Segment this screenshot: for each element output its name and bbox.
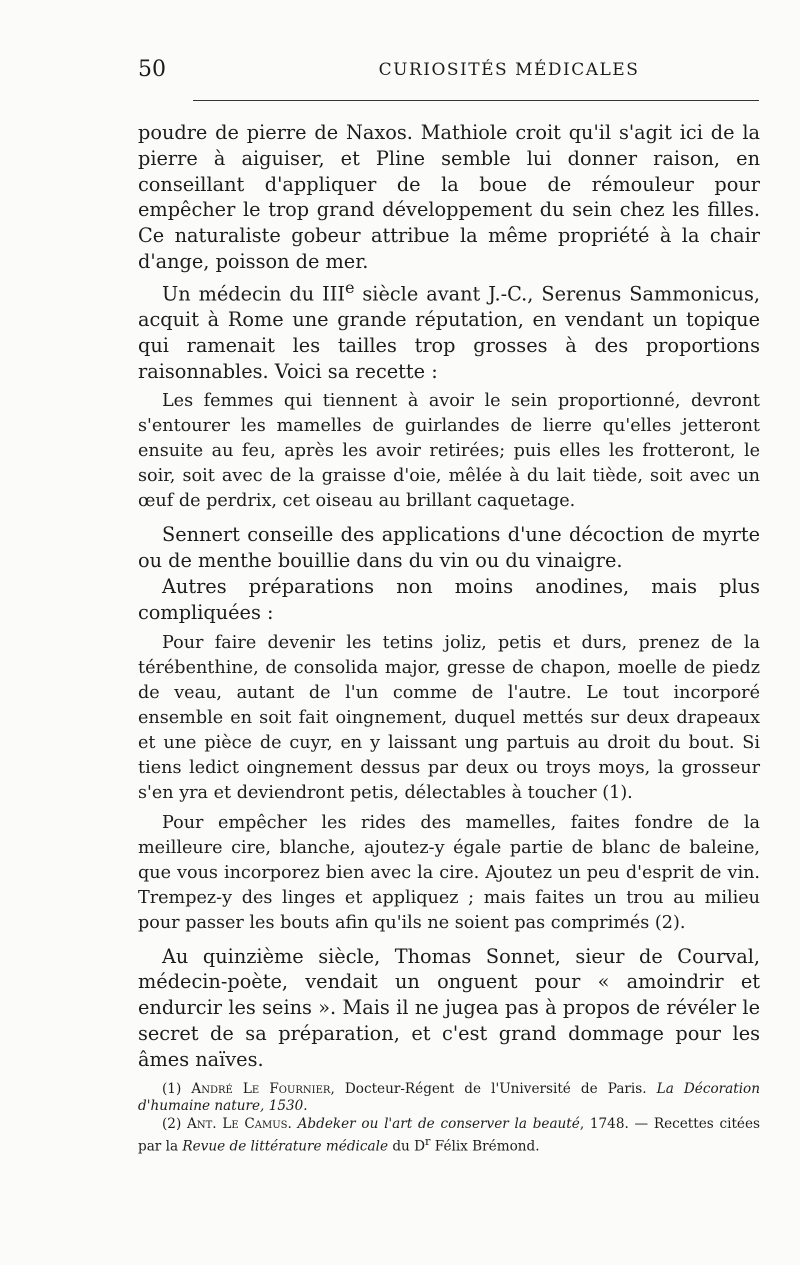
footnote-1-author: André Le Fournier bbox=[191, 1080, 331, 1097]
paragraph-serenus-start: Un médecin du III bbox=[162, 282, 345, 306]
footnote-2-end: du D bbox=[392, 1138, 426, 1155]
paragraph-sonnet: Au quinzième siècle, Thomas Sonnet, sieur de Courval, médecin-poète, vendait un onguent pour « amoindrir et endurcir les seins ». Mais il ne jugea pas à propos de révéler le secret de sa préparation, et c'est grand dommage pour les âmes naïves. bbox=[138, 944, 760, 1071]
paragraph-naxos: poudre de pierre de Naxos. Mathiole croit qu'il s'agit ici de la pierre à aiguiser, et Pline semble lui donner raison, en conseillant d'appliquer de la boue de rémouleur pour empêcher le trop grand développement du sein chez les filles. Ce naturaliste gobeur attribue la même propriété à la chair d'ange, poisson de mer. bbox=[138, 121, 760, 273]
century-superscript: e bbox=[344, 277, 355, 297]
quote-recipe-tetins: Pour faire devenir les tetins joliz, petis et durs, prenez de la térébenthine, de consolida major, gresse de chapon, moelle de piedz de veau, autant de l'un comme de l'autre. Le tout incorporé ensemble en soit fait oingnement, duquel mettés sur deux drapeaux et une pièce de cuyr, en y laissant ung partuis au droit du bout. Si tiens ledict oingnement dessus par deux ou troys moys, la grosseur s'en yra et deviendront petis, délectables à toucher (1). bbox=[138, 632, 760, 803]
footnote-1-affiliation: , Docteur-Régent de l'Université de Paris. bbox=[330, 1080, 647, 1097]
footnote-2-text: , 1748. — Recettes citées par la bbox=[138, 1115, 760, 1155]
footnote-1 bbox=[138, 1081, 760, 1116]
footnote-2-journal: Revue de littérature médicale bbox=[182, 1138, 388, 1155]
footnote-2-name: Félix Brémond. bbox=[430, 1138, 540, 1155]
paragraph-serenus bbox=[138, 275, 760, 385]
footnote-2 bbox=[138, 1116, 760, 1157]
paragraph-sennert: Sennert conseille des applications d'une décoction de myrte ou de menthe bouillie dans du vin ou du vinaigre. bbox=[138, 523, 760, 573]
quote-recipe-rides: Pour empêcher les rides des mamelles, faites fondre de la meilleure cire, blanche, ajoutez-y égale partie de blanc de baleine, que vous incorporez bien avec la cire. Ajoutez un peu d'esprit de vin. Trempez-y des linges et appliquez ; mais faites un trou au milieu pour passer les bouts afin qu'ils ne soient pas comprimés (2). bbox=[138, 812, 760, 933]
running-title: CURIOSITÉS MÉDICALES bbox=[378, 60, 640, 80]
footnote-1-title: La Décoration d'humaine nature bbox=[138, 1080, 761, 1115]
header-rule bbox=[193, 100, 759, 101]
paragraph-serenus-rest: siècle avant J.-C., Serenus Sammonicus, acquit à Rome une grande réputation, en vendant un topique qui ramenait les tailles trop grosses à des proportions raisonnables. Voici sa recette : bbox=[138, 282, 760, 383]
footnote-1-year: , 1530. bbox=[260, 1098, 308, 1115]
page-header bbox=[138, 58, 760, 82]
footnote-1-mark: (1) bbox=[162, 1080, 182, 1097]
footnote-2-mark: (2) bbox=[162, 1115, 182, 1132]
page-number: 50 bbox=[138, 57, 166, 82]
page-content bbox=[138, 120, 760, 1156]
footnote-2-author: Ant. Le Camus. bbox=[187, 1115, 292, 1132]
quote-recipe-lierre: Les femmes qui tiennent à avoir le sein proportionné, devront s'entourer les mamelles de guirlandes de lierre qu'elles jetteront ensuite au feu, après les avoir retirées; puis elles les frotteront, le soir, soit avec de la graisse d'oie, mêlée à du lait tiède, soit avec un œuf de perdrix, cet oiseau au brillant caquetage. bbox=[138, 391, 760, 512]
footnote-2-title: Abdeker ou l'art de conserver la beauté bbox=[297, 1115, 580, 1132]
paragraph-autres-preparations: Autres préparations non moins anodines, mais plus compliquées : bbox=[138, 574, 760, 624]
footnotes bbox=[138, 1081, 760, 1157]
doctor-superscript: r bbox=[425, 1134, 431, 1149]
